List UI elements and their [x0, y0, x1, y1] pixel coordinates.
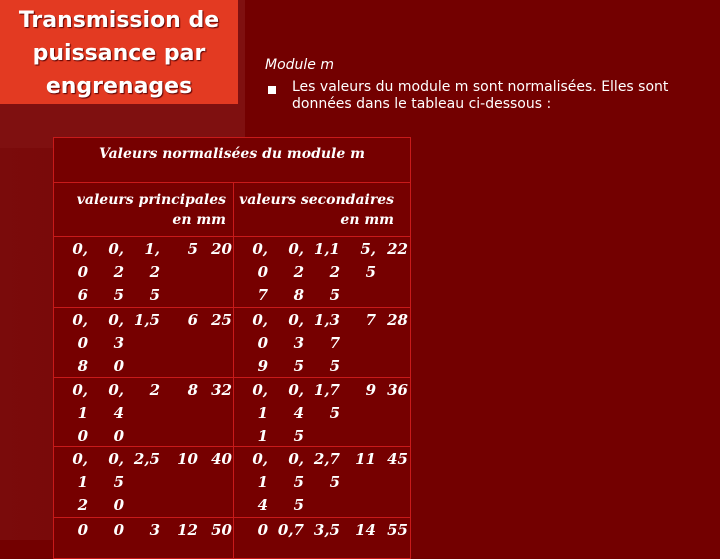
table-cell: 0, 0 7	[252, 240, 268, 304]
table-cell: 5	[187, 240, 198, 258]
bullet-square-icon	[268, 86, 276, 94]
title-background	[0, 0, 238, 104]
table-title: Valeurs normalisées du module m	[99, 146, 365, 162]
table-cell: 0, 5 5	[288, 450, 304, 514]
slide-title: Transmission de puissance par engrenages	[18, 8, 220, 99]
table-cell: 11	[355, 450, 376, 468]
table-cell: 0, 4 0	[108, 381, 124, 445]
table-cell: 0, 2 5	[108, 240, 124, 304]
table-cell: 2,7 5	[313, 450, 340, 491]
table-cell: 0, 3 0	[108, 311, 124, 375]
table-divider	[54, 517, 410, 518]
table-cell: 40	[211, 450, 232, 468]
table-cell: 0, 4 5	[288, 381, 304, 445]
table-cell: 0	[257, 521, 268, 539]
table-cell: 0, 0 6	[72, 240, 88, 304]
header-principal: valeurs principales en mm	[76, 192, 226, 228]
table-cell: 10	[177, 450, 198, 468]
table-cell: 2	[149, 381, 160, 399]
table-cell: 7	[365, 311, 376, 329]
module-table	[53, 137, 411, 559]
table-divider	[54, 307, 410, 308]
table-cell: 2,5	[133, 450, 160, 468]
table-cell: 0, 0 9	[252, 311, 268, 375]
table-cell: 0, 3 5	[288, 311, 304, 375]
table-cell: 0, 0 8	[72, 311, 88, 375]
table-cell: 0, 1 0	[72, 381, 88, 445]
table-cell: 0,7	[277, 521, 304, 539]
table-cell: 1,7 5	[313, 381, 340, 422]
table-cell: 8	[187, 381, 198, 399]
table-cell: 0, 2 8	[288, 240, 304, 304]
table-cell: 28	[387, 311, 408, 329]
table-cell: 36	[387, 381, 408, 399]
table-cell: 1,3 7 5	[313, 311, 340, 375]
table-cell: 1,5	[133, 311, 160, 329]
table-cell: 3	[149, 521, 160, 539]
table-cell: 14	[355, 521, 376, 539]
table-cell: 0, 1 2	[72, 450, 88, 514]
table-cell: 6	[187, 311, 198, 329]
bullet-text: Les valeurs du module m sont normalisées. Elles sont données dans le tableau ci-dessous :	[292, 79, 669, 112]
table-divider	[54, 236, 410, 237]
table-cell: 50	[211, 521, 232, 539]
table-cell: 0	[77, 521, 88, 539]
header-secondaire: valeurs secondaires en mm	[239, 192, 394, 228]
table-cell: 12	[177, 521, 198, 539]
table-cell: 0	[113, 521, 124, 539]
section-heading: Module m	[265, 57, 334, 73]
table-cell: 32	[211, 381, 232, 399]
table-cell: 0, 5 0	[108, 450, 124, 514]
table-cell: 5, 5	[360, 240, 376, 281]
table-cell: 1,1 2 5	[313, 240, 340, 304]
table-cell: 0, 1 1	[252, 381, 268, 445]
table-cell: 9	[365, 381, 376, 399]
table-cell: 55	[387, 521, 408, 539]
table-cell: 3,5	[313, 521, 340, 539]
table-cell: 0, 1 4	[252, 450, 268, 514]
table-divider	[233, 182, 234, 558]
table-cell: 25	[211, 311, 232, 329]
table-cell: 22	[387, 240, 408, 258]
table-cell: 1, 2 5	[144, 240, 160, 304]
table-divider	[54, 182, 410, 183]
table-cell: 45	[387, 450, 408, 468]
table-cell: 20	[211, 240, 232, 258]
title-box	[0, 0, 245, 148]
